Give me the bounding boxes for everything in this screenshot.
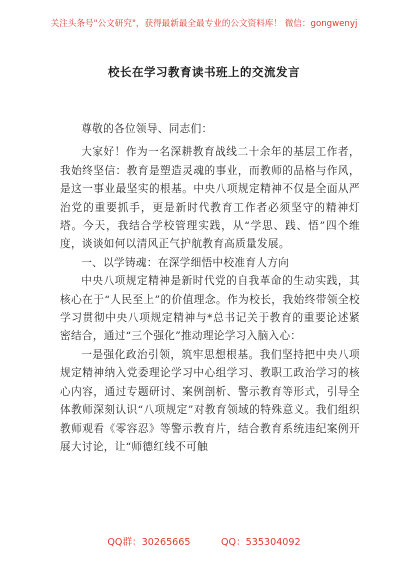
paragraph: 中央八项规定精神是新时代党的自我革命的生动实践，其核心在于“人民至上”的价值理念。作为校长，我始终带领全校学习贯彻中央八项规定精神与*总书记关于教育的重要论述紧密结合，通过“三个强化”推动理论学习入脑入心： — [60, 275, 360, 343]
section-heading: 一、以学铸魂：在深学细悟中校准育人方向 — [81, 256, 290, 269]
paragraph: 一是强化政治引领，筑牢思想根基。我们坚持把中央八项规定精神纳入党委理论学习中心组学习、教职工政治学习的核心内容，通过专题研讨、案例剖析、警示教育等形式，引导全体教师深刻认识“八项规定”对教育领域的特殊意义。我们组织教师观看《零容忍》等警示教育片，结合教育系统违纪案例开展大讨论，让“师德红线不可触 — [60, 348, 360, 453]
footer-qq-group: QQ群：30265665 — [107, 537, 191, 548]
header-notice: 关注头条号"公文研究"，获得最新最全最专业的公文资料库！ 微信：gongwenyj — [50, 19, 358, 29]
document-body — [60, 120, 360, 456]
paragraph: 大家好！作为一名深耕教育战线二十余年的基层工作者，我始终坚信：教育是塑造灵魂的事业，而教师的品格与作风，是这一事业最坚实的根基。中央八项规定精神不仅是全面从严治党的重要抓手，更是新时代教育工作者必须坚守的精神灯塔。今天，我结合学校管理实践，从“学思、践、悟”四个维度，谈谈如何以清风正气护航教育高质量发展。 — [60, 146, 360, 251]
salutation: 尊敬的各位领导、同志们： — [81, 123, 213, 135]
footer-qq: QQ：535304092 — [220, 537, 301, 548]
footer-contact — [0, 536, 408, 549]
document-title: 校长在学习教育读书班上的交流发言 — [108, 65, 300, 79]
